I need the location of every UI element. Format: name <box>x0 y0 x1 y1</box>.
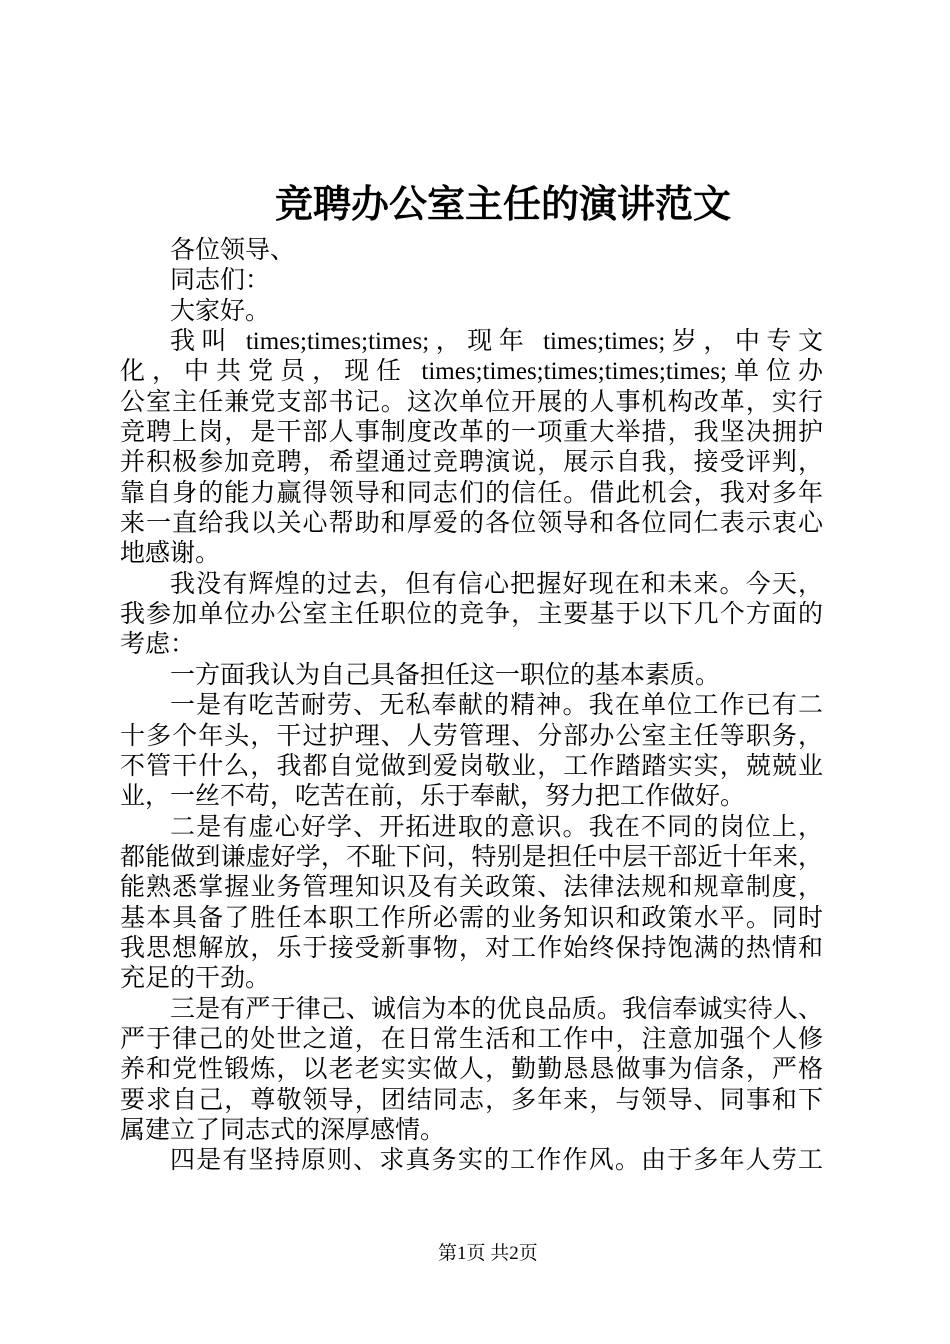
text-line: 不管干什么，我都自觉做到爱岗敬业，工作踏踏实实，兢兢业 <box>120 752 823 780</box>
document-title: 竞聘办公室主任的演讲范文 <box>274 184 731 226</box>
text-line: 能熟悉掌握业务管理知识及有关政策、法律法规和规章制度， <box>120 874 823 902</box>
document-body <box>120 236 823 1177</box>
text-line: 考虑： <box>120 631 196 659</box>
text-line: 一方面我认为自己具备担任这一职位的基本素质。 <box>170 661 721 689</box>
text-line: 属建立了同志式的深厚感情。 <box>120 1116 446 1144</box>
text-line: 竞聘上岗，是干部人事制度改革的一项重大举措，我坚决拥护 <box>120 419 823 447</box>
text-line: 化，中共党员，现任 times;times;times;times;times;单位办 <box>120 358 823 386</box>
text-line: 一是有吃苦耐劳、无私奉献的精神。我在单位工作已有二 <box>170 692 823 720</box>
text-line: 十多个年头，干过护理、人劳管理、分部办公室主任等职务， <box>120 722 823 750</box>
text-line: 充足的干劲。 <box>120 965 271 993</box>
text-line: 四是有坚持原则、求真务实的工作作风。由于多年人劳工 <box>170 1147 823 1175</box>
text-line: 公室主任兼党支部书记。这次单位开展的人事机构改革，实行 <box>120 388 823 416</box>
text-line: 严于律己的处世之道，在日常生活和工作中，注意加强个人修 <box>120 1025 823 1053</box>
text-line: 要求自己，尊敬领导，团结同志，多年来，与领导、同事和下 <box>120 1086 823 1114</box>
text-line: 各位领导、 <box>170 237 296 264</box>
text-line: 我叫 times;times;times;，现年 times;times;岁，中专文 <box>170 328 823 356</box>
page-footer <box>438 1243 538 1265</box>
text-line: 靠自身的能力赢得领导和同志们的信任。借此机会，我对多年 <box>120 479 823 507</box>
text-line: 我没有辉煌的过去，但有信心把握好现在和未来。今天， <box>170 570 823 598</box>
text-line: 养和党性锻炼，以老老实实做人，勤勤恳恳做事为信条，严格 <box>120 1056 823 1084</box>
text-line: 大家好。 <box>170 297 271 325</box>
text-line: 都能做到谦虚好学，不耻下问，特别是担任中层干部近十年来， <box>120 843 823 871</box>
text-line: 我参加单位办公室主任职位的竞争，主要基于以下几个方面的 <box>120 601 823 629</box>
text-line: 地感谢。 <box>120 540 221 568</box>
text-line: 基本具备了胜任本职工作所必需的业务知识和政策水平。同时 <box>120 904 823 932</box>
text-line: 我思想解放，乐于接受新事物，对工作始终保持饱满的热情和 <box>120 934 823 962</box>
text-line: 来一直给我以关心帮助和厚爱的各位领导和各位同仁表示衷心 <box>120 510 823 538</box>
text-line: 三是有严于律己、诚信为本的优良品质。我信奉诚实待人、 <box>170 995 823 1023</box>
page-number-label: 第1页 共2页 <box>438 1243 538 1264</box>
text-line: 并积极参加竞聘，希望通过竞聘演说，展示自我，接受评判， <box>120 449 823 477</box>
text-line: 业，一丝不苟，吃苦在前，乐于奉献，努力把工作做好。 <box>120 783 746 811</box>
text-line: 二是有虚心好学、开拓进取的意识。我在不同的岗位上， <box>170 813 823 841</box>
text-line: 同志们： <box>170 267 271 295</box>
